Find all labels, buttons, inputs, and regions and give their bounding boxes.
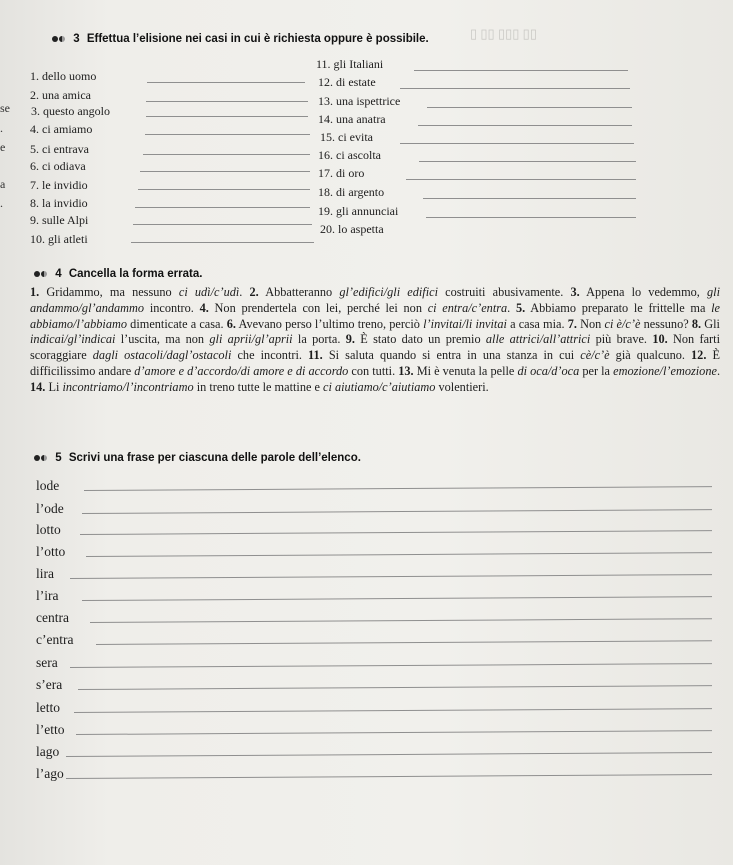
exercise-5-word: l’ira [36,588,59,603]
exercise-3-item: 4. ci amiamo [30,122,93,136]
margin-fragment: . [0,196,3,210]
exercise-3-item: 7. le invidio [30,178,88,192]
exercise-5-word: c’entra [36,632,74,647]
sentence-line[interactable] [76,730,712,735]
sentence-line[interactable] [66,752,712,757]
exercise-3-item: 17. di oro [318,166,365,180]
exercise-3-item: 2. una amica [30,88,91,102]
sentence-line[interactable] [96,640,712,645]
exercise-5-number: 5 [55,452,62,465]
difficulty-dots-icon [52,33,66,45]
exercise-4-heading [34,268,202,280]
exercise-5-word: l’etto [36,722,65,737]
exercise-5-word: lira [36,566,54,581]
exercise-3-item: 20. lo aspetta [320,222,384,236]
sentence-line[interactable] [90,618,712,623]
sentence-line[interactable] [78,685,712,690]
difficulty-dots-icon [34,452,48,464]
exercise-3-number: 3 [73,33,80,46]
exercise-5-word: letto [36,700,60,715]
exercise-4-number: 4 [55,268,62,281]
sentence-line[interactable] [82,596,712,601]
answer-line[interactable] [419,161,636,162]
answer-line[interactable] [423,198,636,199]
answer-line[interactable] [426,217,636,218]
exercise-3-item: 8. la invidio [30,196,88,210]
margin-fragment: e [0,140,6,154]
sentence-line[interactable] [80,530,712,535]
exercise-3-item: 1. dello uomo [30,69,97,83]
exercise-3-item: 9. sulle Alpi [30,213,89,227]
answer-line[interactable] [146,101,308,102]
sentence-line[interactable] [70,663,712,668]
sentence-line[interactable] [66,774,712,779]
exercise-5-word: l’otto [36,544,66,559]
answer-line[interactable] [131,242,314,243]
answer-line[interactable] [400,143,634,144]
exercise-5-word: l’ode [36,501,64,516]
exercise-5-word: s’era [36,677,63,692]
answer-line[interactable] [133,224,312,225]
exercise-3-item: 19. gli annunciai [318,204,399,218]
margin-fragment: . [0,121,3,135]
answer-line[interactable] [138,189,310,190]
difficulty-dots-icon [34,268,48,280]
sentence-line[interactable] [84,486,712,491]
exercise-3-item: 3. questo angolo [31,104,110,118]
exercise-5-word: sera [36,655,58,670]
margin-fragment: se [0,101,10,115]
margin-fragment: a [0,177,6,191]
exercise-5-word: lago [36,744,60,759]
exercise-5-word: lode [36,478,60,493]
exercise-4-title: Cancella la forma errata. [68,268,203,281]
exercise-5-word: lotto [36,522,61,537]
sentence-line[interactable] [82,509,712,514]
exercise-3-item: 6. ci odiava [30,159,86,173]
exercise-5-word: centra [36,610,69,625]
answer-line[interactable] [147,82,305,83]
exercise-5-title: Scrivi una frase per ciascuna delle parole dell’elenco. [68,452,361,465]
exercise-3-item: 18. di argento [318,185,385,199]
sentence-line[interactable] [70,574,712,579]
answer-line[interactable] [145,134,310,135]
answer-line[interactable] [414,70,628,71]
answer-line[interactable] [406,179,636,180]
exercise-5-word: l’ago [36,766,64,781]
exercise-3-title: Effettua l’elisione nei casi in cui è richiesta oppure è possibile. [86,33,429,46]
exercise-3-item: 15. ci evita [320,130,373,144]
answer-line[interactable] [418,125,632,126]
sentence-line[interactable] [86,552,712,557]
answer-line[interactable] [135,207,310,208]
sentence-line[interactable] [74,708,712,713]
answer-line[interactable] [143,154,310,155]
exercise-3-item: 16. ci ascolta [318,148,381,162]
exercise-3-item: 5. ci entrava [30,142,89,156]
exercise-3-item: 10. gli atleti [30,232,88,246]
exercise-3-item: 11. gli Italiani [316,57,384,71]
exercise-4-text: 1. Gridammo, ma nessuno ci udì/c’udì. 2. Abbatteranno gl’edifici/gli edifici costruiti abusivamente. 3. Appena lo vedemmo, gli andammo/gl’andammo incontro. 4. Non prendertela con lei, perché lei non ci entra/c’entra. 5. Abbiamo preparato le frittelle ma le abbiamo/l’abbiamo dimenticate a casa. 6. Avevano perso l’ultimo treno, perciò l’invitai/li invitai a casa mia. 7. Non ci è/c’è nessuno? 8. Gli indicai/gl’indicai l’uscita, ma non gli aprii/gl’aprii la porta. 9. È stato dato un premio alle attrici/all’attrici più brave. 10. Non farti scoraggiare dagli ostacoli/dagl’ostacoli che incontri. 11. Si saluta quando si entra in una stanza in cui cè/c’è già qualcuno. 12. È difficilissimo andare d’amore e d’accordo/di amore e di accordo con tutti. 13. Mi è venuta la pelle di oca/d’oca per la emozione/l’emozione. 14. Li incontriamo/l’incontriamo in treno tutte le mattine e ci aiutiamo/c’aiutiamo volentieri. [30,285,721,394]
exercise-5-heading [34,452,361,464]
exercise-3-heading [52,33,429,45]
bleed-through-text: ▯ ▯▯ ▯▯▯ ▯▯ [470,26,537,41]
answer-line[interactable] [140,171,310,172]
exercise-3-item: 14. una anatra [318,112,386,126]
exercise-3-item: 13. una ispettrice [318,94,401,108]
answer-line[interactable] [400,88,630,89]
answer-line[interactable] [146,116,308,117]
exercise-3-item: 12. di estate [318,75,376,89]
answer-line[interactable] [427,107,632,108]
